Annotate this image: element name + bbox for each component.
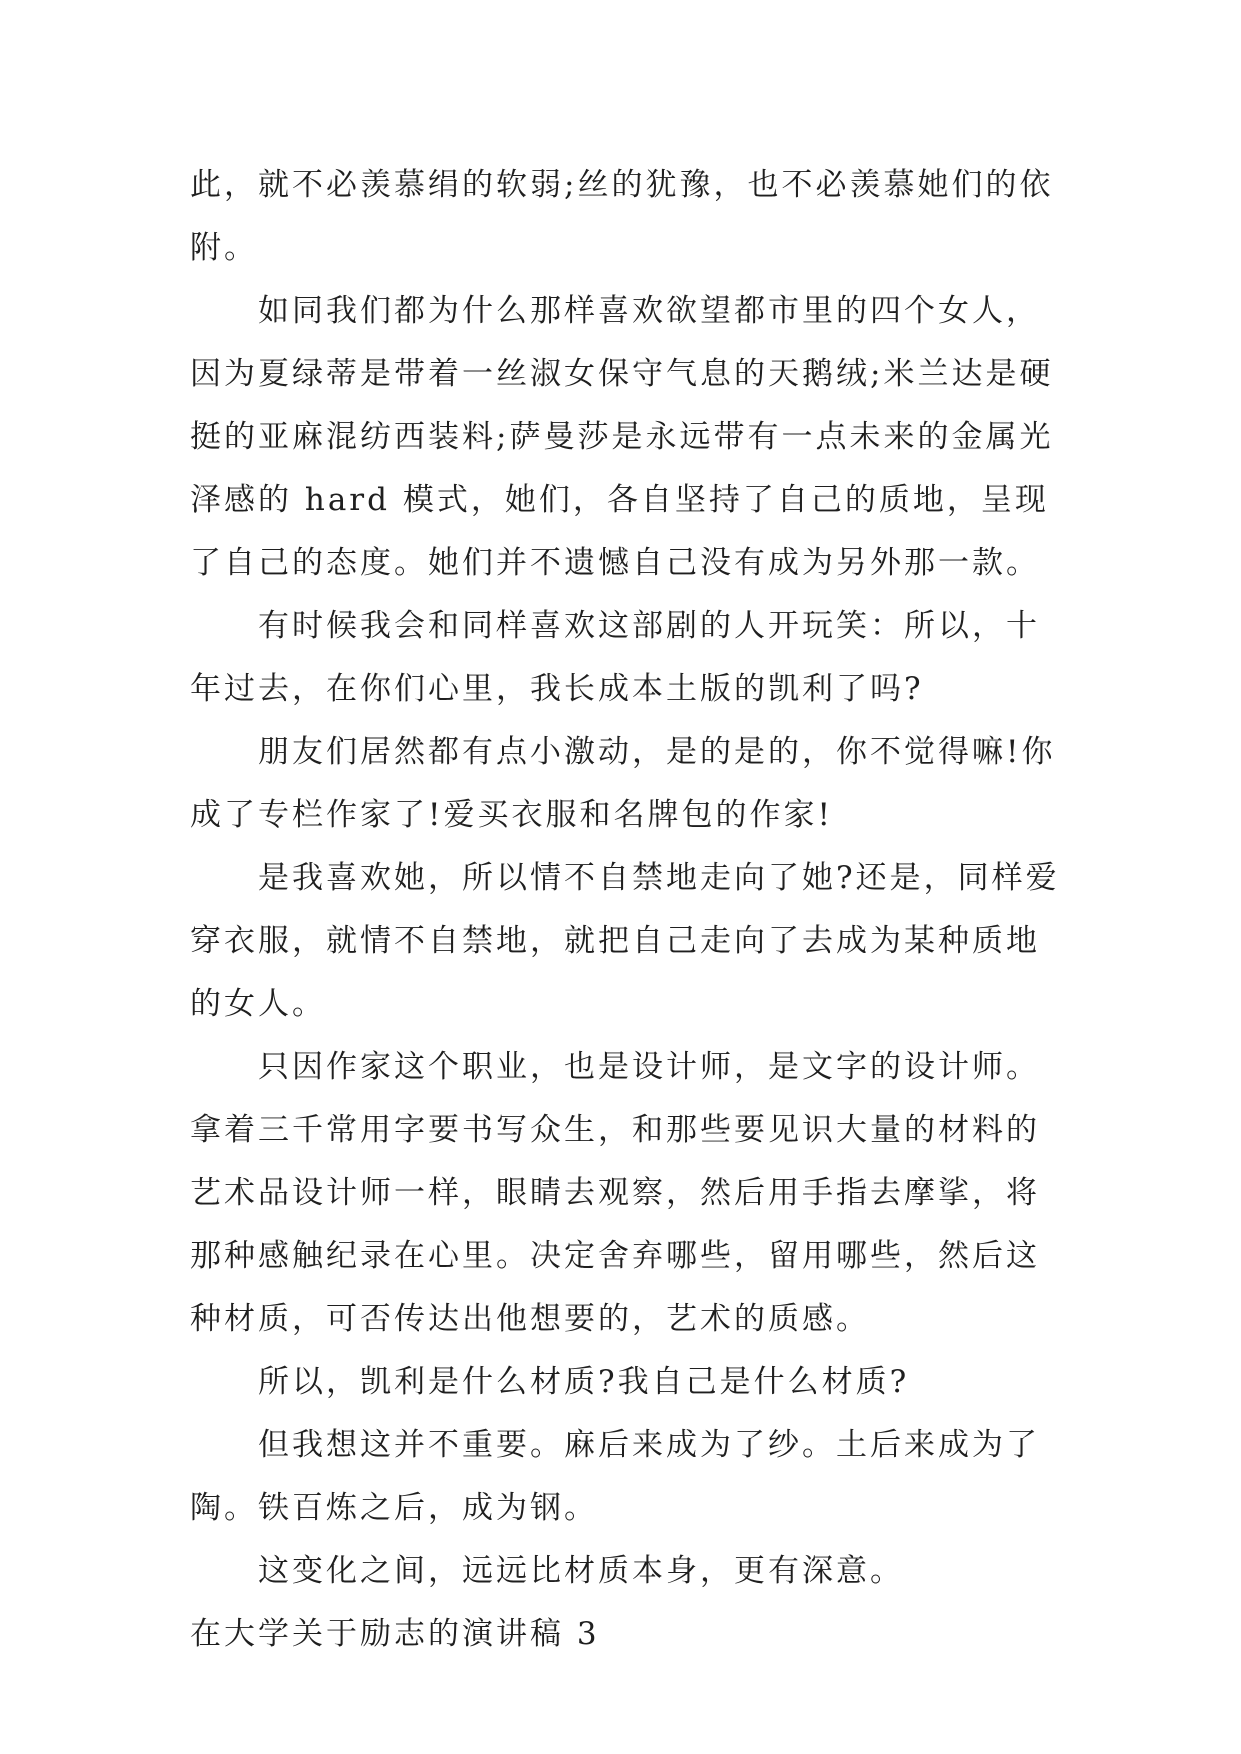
paragraph: 只因作家这个职业，也是设计师，是文字的设计师。拿着三千常用字要书写众生，和那些要见识大量的材料的艺术品设计师一样，眼睛去观察，然后用手指去摩挲，将那种感触纪录在心里。决定舍弃哪些，留用哪些，然后这种材质，可否传达出他想要的，艺术的质感。 [190, 1049, 1040, 1337]
paragraph: 是我喜欢她，所以情不自禁地走向了她?还是，同样爱穿衣服，就情不自禁地，就把自己走向了去成为某种质地的女人。 [190, 860, 1060, 1022]
paragraph: 如同我们都为什么那样喜欢欲望都市里的四个女人，因为夏绿蒂是带着一丝淑女保守气息的天鹅绒;米兰达是硬挺的亚麻混纺西装料;萨曼莎是永远带有一点未来的金属光泽感的 hard 模式，她们，各自坚持了自己的质地，呈现了自己的态度。她们并不遗憾自己没有成为另外那一款。 [190, 293, 1054, 581]
paragraph: 这变化之间，远远比材质本身，更有深意。 [258, 1553, 904, 1589]
paragraph: 但我想这并不重要。麻后来成为了纱。土后来成为了陶。铁百炼之后，成为钢。 [190, 1427, 1040, 1526]
section-heading: 在大学关于励志的演讲稿 3 [190, 1616, 600, 1652]
paragraph: 所以，凯利是什么材质?我自己是什么材质? [258, 1364, 910, 1400]
paragraph: 朋友们居然都有点小激动，是的是的，你不觉得嘛!你成了专栏作家了!爱买衣服和名牌包的作家! [190, 734, 1056, 833]
paragraph-continuation: 此，就不必羡慕绢的软弱;丝的犹豫，也不必羡慕她们的依附。 [190, 167, 1054, 266]
document-body [190, 154, 1062, 1666]
paragraph: 有时候我会和同样喜欢这部剧的人开玩笑：所以，十年过去，在你们心里，我长成本土版的凯利了吗? [190, 608, 1040, 707]
